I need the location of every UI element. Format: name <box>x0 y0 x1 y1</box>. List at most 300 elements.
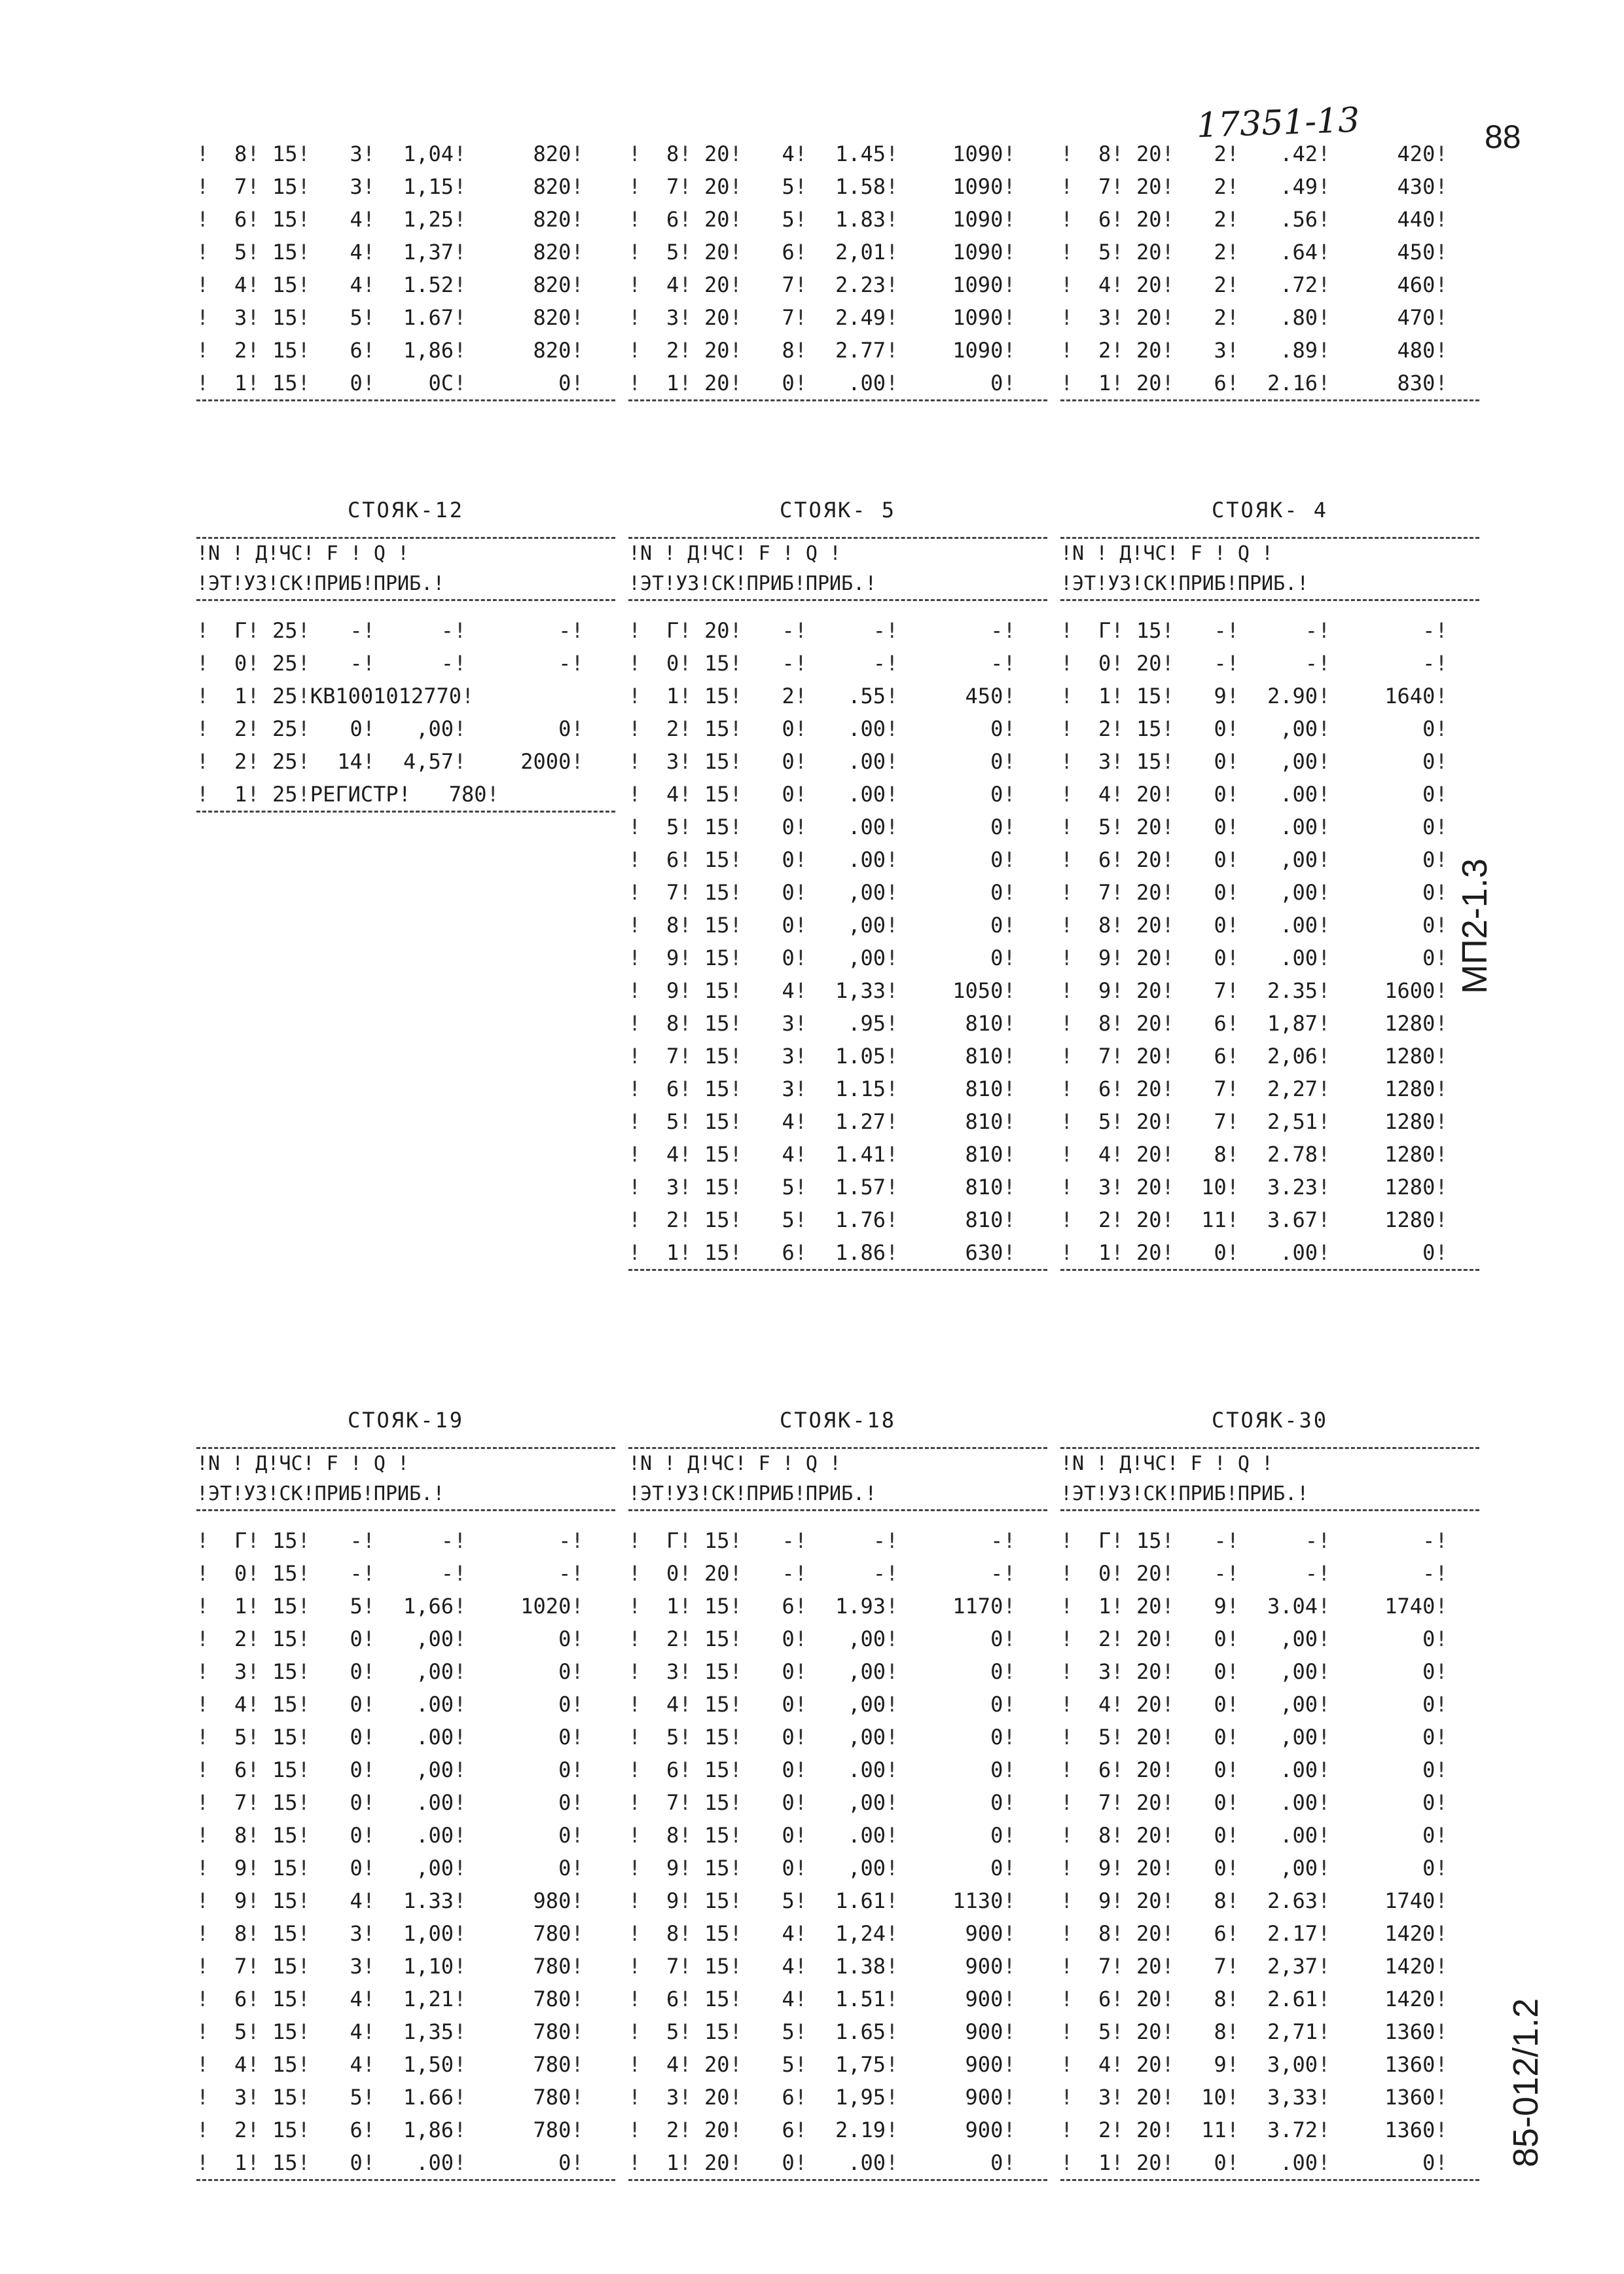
cell-sep: ! <box>1318 1692 1331 1717</box>
row-border: ! <box>628 174 641 199</box>
table-row <box>196 1524 615 1557</box>
row-border: ! <box>571 141 584 166</box>
row-border: ! <box>1003 240 1016 265</box>
flow-cell: 1090 <box>952 174 1003 199</box>
area-cell: 2,37 <box>1267 1954 1318 1979</box>
floor-cell: 6 <box>1098 1076 1111 1101</box>
sections-cell: 6 <box>1214 1921 1227 1946</box>
area-cell: .00 <box>416 1823 454 1848</box>
area-cell: 1,21 <box>403 1987 454 2011</box>
diameter-cell: 15 <box>272 207 298 232</box>
sections-cell: 3 <box>350 141 363 166</box>
sections-cell: 0 <box>1214 1725 1227 1750</box>
flow-cell: 1420 <box>1384 1954 1435 1979</box>
cell-sep: ! <box>247 1790 260 1815</box>
table-row <box>196 680 615 712</box>
cell-sep: ! <box>247 338 260 363</box>
flow-cell: 0 <box>990 1692 1003 1717</box>
floor-cell: 4 <box>666 2052 679 2077</box>
flow-cell: 0 <box>990 716 1003 741</box>
table-row <box>628 1753 1047 1786</box>
sections-cell: 0 <box>1214 815 1227 839</box>
cell-sep: ! <box>886 1561 899 1586</box>
cell-sep: ! <box>794 716 808 741</box>
cell-sep: ! <box>362 1528 376 1553</box>
flow-cell: - <box>1422 1561 1435 1586</box>
cell-sep: ! <box>1161 207 1174 232</box>
area-cell: ,00 <box>416 1856 454 1880</box>
table-row <box>1060 268 1479 301</box>
table-row <box>1060 909 1479 942</box>
floor-cell: 7 <box>666 1790 679 1815</box>
area-cell: ,00 <box>1280 1626 1318 1651</box>
table-row <box>196 2114 615 2146</box>
table-row <box>196 334 615 367</box>
cell-sep: ! <box>1226 141 1240 166</box>
sections-cell: 6 <box>782 1594 795 1619</box>
row-border: ! <box>628 978 641 1003</box>
sections-cell: 0 <box>1214 1790 1227 1815</box>
cell-sep: ! <box>886 847 899 872</box>
area-cell: 1,35 <box>403 2019 454 2044</box>
cell-sep: ! <box>1318 651 1331 676</box>
flow-cell: - <box>990 618 1003 643</box>
cell-sep: ! <box>362 141 376 166</box>
cell-sep: ! <box>1226 371 1240 395</box>
cell-sep: ! <box>1226 1109 1240 1134</box>
table-row <box>628 1623 1047 1655</box>
row-border: ! <box>196 1692 209 1717</box>
cell-sep: ! <box>1226 305 1240 330</box>
row-border: ! <box>1060 1142 1074 1167</box>
table-row <box>628 1524 1047 1557</box>
flow-cell: 1280 <box>1384 1044 1435 1069</box>
table-row <box>1060 1917 1479 1950</box>
cell-sep: ! <box>1161 1823 1174 1848</box>
area-cell: .00 <box>1280 815 1318 839</box>
cell-sep: ! <box>362 1856 376 1880</box>
cell-sep: ! <box>729 880 742 905</box>
cell-sep: ! <box>1318 1109 1331 1134</box>
sections-cell: 5 <box>350 1594 363 1619</box>
diameter-cell: 15 <box>704 1626 730 1651</box>
row-border: ! <box>1060 2019 1074 2044</box>
cell-sep: ! <box>454 1790 467 1815</box>
cell-sep: ! <box>679 1561 692 1586</box>
sections-cell: 2 <box>1214 272 1227 297</box>
row-border: ! <box>1435 2085 1448 2110</box>
cell-sep: ! <box>794 945 808 970</box>
sections-cell: 11 <box>1201 1207 1227 1232</box>
table-row <box>1060 170 1479 203</box>
row-border: ! <box>1435 945 1448 970</box>
row-border: ! <box>628 1659 641 1684</box>
side-code-upper: МП2-1.3 <box>1455 858 1494 994</box>
flow-cell: 900 <box>965 2019 1003 2044</box>
cell-sep: ! <box>362 749 376 774</box>
table-row <box>1060 334 1479 367</box>
diameter-cell: 20 <box>704 240 730 265</box>
flow-cell: 0 <box>1422 1856 1435 1880</box>
flow-cell: 0 <box>1422 913 1435 938</box>
cell-sep: ! <box>1318 1594 1331 1619</box>
row-border: ! <box>1435 1790 1448 1815</box>
floor-cell: 5 <box>666 815 679 839</box>
diameter-cell: 20 <box>1136 1626 1162 1651</box>
flow-cell: 1360 <box>1384 2118 1435 2142</box>
floor-cell: 4 <box>666 1142 679 1167</box>
cell-sep: ! <box>794 1109 808 1134</box>
cell-sep: ! <box>247 2085 260 2110</box>
floor-cell: 1 <box>666 1240 679 1265</box>
floor-cell: 1 <box>666 371 679 395</box>
area-cell: 2.78 <box>1267 1142 1318 1167</box>
cell-sep: ! <box>679 782 692 807</box>
flow-cell: 820 <box>533 174 571 199</box>
riser-title: СТОЯК-18 <box>779 1408 897 1433</box>
flow-cell: 1360 <box>1384 2085 1435 2110</box>
flow-cell: 780 <box>533 2085 571 2110</box>
diameter-cell: 15 <box>704 880 730 905</box>
cell-sep: ! <box>886 1659 899 1684</box>
floor-cell: 3 <box>666 305 679 330</box>
row-border: ! <box>1060 749 1074 774</box>
cell-sep: ! <box>454 2118 467 2142</box>
flow-cell: 0 <box>1422 1659 1435 1684</box>
cell-sep: ! <box>1111 1987 1124 2011</box>
cell-sep: ! <box>362 2052 376 2077</box>
cell-sep: ! <box>362 651 376 676</box>
cell-sep: ! <box>1226 2118 1240 2142</box>
cell-sep: ! <box>1318 207 1331 232</box>
cell-sep: ! <box>729 1594 742 1619</box>
diameter-cell: 15 <box>704 1240 730 1265</box>
row-border: ! <box>1435 1240 1448 1265</box>
floor-cell: 6 <box>666 1757 679 1782</box>
cell-sep: ! <box>362 1757 376 1782</box>
sections-cell: 3 <box>350 174 363 199</box>
area-cell: 2,71 <box>1267 2019 1318 2044</box>
table-row <box>196 170 615 203</box>
diameter-cell: 20 <box>1136 1987 1162 2011</box>
table-row <box>1060 1040 1479 1073</box>
flow-cell: 0 <box>1422 716 1435 741</box>
row-border: ! <box>628 1240 641 1265</box>
flow-cell: 900 <box>965 1987 1003 2011</box>
cell-sep: ! <box>794 371 808 395</box>
cell-sep: ! <box>679 338 692 363</box>
table-row <box>196 1655 615 1688</box>
cell-sep: ! <box>679 1175 692 1200</box>
cell-sep: ! <box>794 1240 808 1265</box>
cell-sep: ! <box>794 2150 808 2175</box>
row-border: ! <box>1060 2085 1074 2110</box>
cell-sep: ! <box>729 1725 742 1750</box>
floor-cell: 0 <box>1098 1561 1111 1586</box>
cell-sep: ! <box>1161 2019 1174 2044</box>
diameter-cell: 15 <box>704 1856 730 1880</box>
flow-cell: 0 <box>558 1626 571 1651</box>
floor-cell: 0 <box>666 1561 679 1586</box>
row-border: ! <box>628 1954 641 1979</box>
cell-sep: ! <box>1161 847 1174 872</box>
cell-sep: ! <box>1318 1987 1331 2011</box>
cell-sep: ! <box>729 945 742 970</box>
flow-cell: 0 <box>990 1823 1003 1848</box>
row-border: ! <box>1060 174 1074 199</box>
cell-sep: ! <box>297 2019 310 2044</box>
row-border: ! <box>1435 305 1448 330</box>
sections-cell: 0 <box>1214 945 1227 970</box>
cell-sep: ! <box>297 1528 310 1553</box>
flow-cell: 0 <box>1422 1725 1435 1750</box>
cell-sep: ! <box>886 1921 899 1946</box>
area-cell: - <box>441 1561 454 1586</box>
row-border: ! <box>628 1594 641 1619</box>
row-border: ! <box>571 1659 584 1684</box>
table-row <box>196 367 615 399</box>
floor-cell: 0 <box>1098 651 1111 676</box>
cell-sep: ! <box>1111 1207 1124 1232</box>
floor-cell: 4 <box>1098 272 1111 297</box>
diameter-cell: 15 <box>272 1626 298 1651</box>
area-cell: ,00 <box>1280 1692 1318 1717</box>
cell-sep: ! <box>679 1076 692 1101</box>
cell-sep: ! <box>454 716 467 741</box>
sections-cell: 7 <box>782 272 795 297</box>
cell-sep: ! <box>454 2052 467 2077</box>
cell-sep: ! <box>454 2019 467 2044</box>
flow-cell: 0 <box>990 1725 1003 1750</box>
area-cell: ,00 <box>848 1692 886 1717</box>
row-border: ! <box>1003 1207 1016 1232</box>
diameter-cell: 15 <box>1136 1528 1162 1553</box>
area-cell: 1,10 <box>403 1954 454 1979</box>
row-border: ! <box>628 782 641 807</box>
row-border: ! <box>1003 1954 1016 1979</box>
row-border: ! <box>1435 2052 1448 2077</box>
area-cell: 0C <box>428 371 454 395</box>
floor-cell: Г <box>234 618 247 643</box>
column-header-1: !N ! Д!ЧС! F ! Q ! <box>1060 1452 1274 1475</box>
flow-cell: 0 <box>990 782 1003 807</box>
flow-cell: 810 <box>965 1175 1003 1200</box>
floor-cell: 7 <box>1098 1790 1111 1815</box>
cell-sep: ! <box>679 1659 692 1684</box>
cell-sep: ! <box>247 207 260 232</box>
floor-cell: 5 <box>1098 2019 1111 2044</box>
row-border: ! <box>1060 815 1074 839</box>
cell-sep: ! <box>729 782 742 807</box>
area-cell: 1.33 <box>403 1888 454 1913</box>
diameter-cell: 25 <box>272 716 298 741</box>
flow-cell: - <box>990 1561 1003 1586</box>
area-cell: ,00 <box>416 1659 454 1684</box>
row-border: ! <box>628 2052 641 2077</box>
row-border: ! <box>1435 1757 1448 1782</box>
sections-cell: 3 <box>782 1011 795 1036</box>
cell-sep: ! <box>1161 880 1174 905</box>
area-cell: ,00 <box>416 1626 454 1651</box>
cell-sep: ! <box>1111 1175 1124 1200</box>
area-cell: ,00 <box>416 716 454 741</box>
cell-sep: ! <box>247 782 260 807</box>
column-header-1: !N ! Д!ЧС! F ! Q ! <box>628 1452 842 1475</box>
column-header-1: !N ! Д!ЧС! F ! Q ! <box>196 1452 410 1475</box>
area-cell: .00 <box>1280 945 1318 970</box>
floor-cell: Г <box>666 1528 679 1553</box>
row-border: ! <box>486 782 499 807</box>
flow-cell: 0 <box>558 1856 571 1880</box>
cell-sep: ! <box>454 1659 467 1684</box>
top-table-1 <box>196 138 615 401</box>
row-border: ! <box>1003 1725 1016 1750</box>
sections-cell: 7 <box>1214 1076 1227 1101</box>
diameter-cell: 20 <box>1136 1888 1162 1913</box>
area-cell: 2.23 <box>835 272 886 297</box>
flow-cell: 0 <box>990 880 1003 905</box>
row-border: ! <box>196 207 209 232</box>
cell-sep: ! <box>794 272 808 297</box>
flow-cell: - <box>558 651 571 676</box>
flow-cell: 0 <box>990 945 1003 970</box>
cell-sep: ! <box>729 1142 742 1167</box>
cell-sep: ! <box>729 847 742 872</box>
diameter-cell: 15 <box>272 272 298 297</box>
cell-sep: ! <box>886 716 899 741</box>
table-row <box>628 942 1047 974</box>
row-border: ! <box>571 2150 584 2175</box>
area-cell: ,00 <box>848 1659 886 1684</box>
flow-cell: 820 <box>533 305 571 330</box>
row-border: ! <box>571 1987 584 2011</box>
column-header-1: !N ! Д!ЧС! F ! Q ! <box>196 542 410 565</box>
sections-cell: 0 <box>350 1856 363 1880</box>
cell-sep: ! <box>886 1823 899 1848</box>
sections-cell: 3 <box>782 1044 795 1069</box>
sections-cell: 5 <box>350 305 363 330</box>
cell-sep: ! <box>1226 1240 1240 1265</box>
cell-sep: ! <box>1111 207 1124 232</box>
cell-sep: ! <box>1111 1888 1124 1913</box>
cell-sep: ! <box>886 305 899 330</box>
row-border: ! <box>1003 847 1016 872</box>
row-border: ! <box>1060 305 1074 330</box>
diameter-cell: 15 <box>272 174 298 199</box>
diameter-cell: 20 <box>704 2118 730 2142</box>
cell-sep: ! <box>886 1856 899 1880</box>
cell-sep: ! <box>1226 1856 1240 1880</box>
cell-sep: ! <box>1226 1207 1240 1232</box>
sections-cell: 4 <box>350 1987 363 2011</box>
row-border: ! <box>1060 1207 1074 1232</box>
cell-sep: ! <box>1318 880 1331 905</box>
area-cell: 1.27 <box>835 1109 886 1134</box>
cell-sep: ! <box>454 1626 467 1651</box>
row-border: ! <box>196 2150 209 2175</box>
sections-cell: 6 <box>350 338 363 363</box>
row-border: ! <box>628 2085 641 2110</box>
cell-sep: ! <box>794 1561 808 1586</box>
cell-sep: ! <box>886 1109 899 1134</box>
cell-sep: ! <box>729 815 742 839</box>
cell-sep: ! <box>1111 847 1124 872</box>
area-cell: - <box>1305 1561 1318 1586</box>
column-header-2: !ЭТ!УЗ!СК!ПРИБ!ПРИБ.! <box>196 572 445 595</box>
row-border: ! <box>1003 1175 1016 1200</box>
row-border: ! <box>1003 1044 1016 1069</box>
area-cell: 1,15 <box>403 174 454 199</box>
cell-sep: ! <box>794 847 808 872</box>
row-border: ! <box>196 240 209 265</box>
flow-cell: 0 <box>1422 815 1435 839</box>
cell-sep: ! <box>1111 240 1124 265</box>
table-row <box>1060 1884 1479 1917</box>
row-border: ! <box>1003 1142 1016 1167</box>
table-row <box>1060 2048 1479 2081</box>
sections-cell: 5 <box>782 2019 795 2044</box>
row-border: ! <box>196 1921 209 1946</box>
table-row <box>628 268 1047 301</box>
floor-cell: 3 <box>666 1659 679 1684</box>
flow-cell: 0 <box>990 1626 1003 1651</box>
cell-sep: ! <box>362 2019 376 2044</box>
sections-cell: 0 <box>1214 749 1227 774</box>
flow-cell: 0 <box>558 1659 571 1684</box>
cell-sep: ! <box>886 913 899 938</box>
cell-sep: ! <box>886 141 899 166</box>
cell-sep: ! <box>247 2150 260 2175</box>
table-row <box>628 1655 1047 1688</box>
flow-cell: 420 <box>1397 141 1435 166</box>
cell-sep: ! <box>247 1921 260 1946</box>
row-border: ! <box>628 913 641 938</box>
cell-sep: ! <box>679 1790 692 1815</box>
table-row <box>628 712 1047 745</box>
floor-cell: 2 <box>666 716 679 741</box>
cell-sep: ! <box>1226 1790 1240 1815</box>
area-cell: 1,75 <box>835 2052 886 2077</box>
sections-cell: 2 <box>1214 240 1227 265</box>
cell-sep: ! <box>247 1626 260 1651</box>
sections-cell: 2 <box>1214 305 1227 330</box>
cell-sep: ! <box>297 2052 310 2077</box>
cell-sep: ! <box>362 1594 376 1619</box>
flow-cell: - <box>1422 618 1435 643</box>
cell-sep: ! <box>1111 371 1124 395</box>
row-border: ! <box>628 1692 641 1717</box>
cell-sep: ! <box>1161 1011 1174 1036</box>
diameter-cell: 20 <box>1136 2019 1162 2044</box>
table-row <box>628 2114 1047 2146</box>
diameter-cell: 20 <box>704 2150 730 2175</box>
cell-sep: ! <box>794 174 808 199</box>
floor-cell: 7 <box>1098 1044 1111 1069</box>
cell-sep: ! <box>247 1987 260 2011</box>
area-cell: 2.49 <box>835 305 886 330</box>
diameter-cell: 20 <box>1136 1692 1162 1717</box>
row-border: ! <box>1435 1856 1448 1880</box>
floor-cell: 2 <box>666 338 679 363</box>
cell-sep: ! <box>362 1659 376 1684</box>
flow-cell: 780 <box>533 2052 571 2077</box>
table-row <box>196 2048 615 2081</box>
table-row <box>628 1236 1047 1269</box>
area-cell: 1,95 <box>835 2085 886 2110</box>
floor-cell: 5 <box>1098 815 1111 839</box>
cell-sep: ! <box>362 1921 376 1946</box>
cell-sep: ! <box>794 305 808 330</box>
